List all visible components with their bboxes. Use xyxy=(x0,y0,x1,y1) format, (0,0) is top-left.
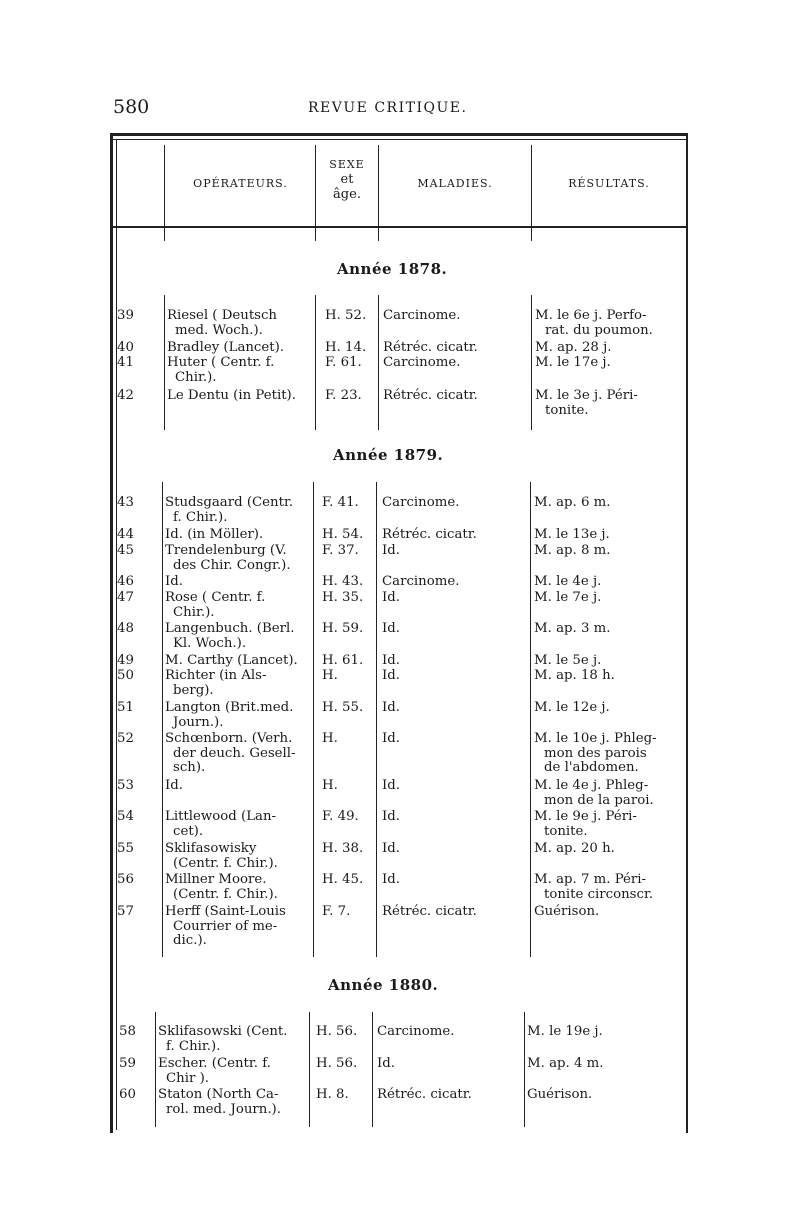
col-sep-1879-1 xyxy=(162,482,163,957)
cell-maladie: Id. xyxy=(382,543,400,558)
cell-resultat-line: M. ap. 18 h. xyxy=(534,668,615,683)
cell-resultat-line: mon de la paroi. xyxy=(544,792,654,808)
cell-resultat-line: M. ap. 6 m. xyxy=(534,495,611,510)
cell-operateur-line: Id. (in Möller). xyxy=(165,527,264,542)
cell-resultat-line: M. ap. 3 m. xyxy=(534,621,611,636)
cell-resultat-line: tonite circonscr. xyxy=(544,886,654,902)
cell-resultat-line: M. le 5e j. xyxy=(534,653,602,668)
row-number: 40 xyxy=(117,340,134,355)
cell-resultat-line: M. le 12e j. xyxy=(534,700,610,715)
cell-sexe-age: F. 61. xyxy=(325,355,362,370)
cell-resultat xyxy=(535,389,685,418)
cell-resultat-line: M. ap. 8 m. xyxy=(534,543,611,558)
cell-operateur-line: Bradley (Lancet). xyxy=(167,340,285,355)
cell-operateur xyxy=(165,905,311,949)
col-sep-1878-1 xyxy=(164,295,165,430)
cell-resultat xyxy=(535,356,685,371)
cell-maladie: Rétréc. cicatr. xyxy=(377,1087,472,1102)
cell-resultat xyxy=(534,496,684,511)
cell-operateur xyxy=(158,1057,304,1086)
cell-resultat-line: M. ap. 28 j. xyxy=(535,340,612,355)
cell-resultat-line: M. ap. 7 m. Péri- xyxy=(534,872,647,887)
cell-operateur xyxy=(158,1088,304,1117)
cell-operateur xyxy=(165,622,311,651)
cell-resultat-line: tonite. xyxy=(545,402,589,418)
header-sexe-line2: et xyxy=(340,172,354,187)
col-sep-header-1 xyxy=(164,145,165,241)
cell-resultat xyxy=(534,779,684,808)
cell-operateur-line: Schœnborn. (Verh. xyxy=(165,731,293,746)
cell-resultat xyxy=(534,528,684,543)
cell-resultat-line: M. le 9e j. Péri- xyxy=(534,809,637,824)
cell-resultat xyxy=(534,591,684,606)
cell-maladie: Id. xyxy=(382,841,400,856)
table-left-border xyxy=(110,133,113,1133)
cell-operateur-line: Littlewood (Lan- xyxy=(165,809,277,824)
row-number: 42 xyxy=(117,388,134,403)
year-heading-1879: Année 1879. xyxy=(333,446,444,464)
cell-resultat-line: rat. du poumon. xyxy=(545,322,653,338)
cell-operateur-line: f. Chir.). xyxy=(166,1038,221,1054)
cell-operateur-line: cet). xyxy=(173,823,204,839)
cell-maladie: Rétréc. cicatr. xyxy=(382,904,477,919)
cell-operateur xyxy=(165,732,311,776)
cell-operateur xyxy=(165,575,311,590)
cell-resultat xyxy=(534,905,684,920)
cell-maladie: Id. xyxy=(377,1056,395,1071)
header-operateurs: OPÉRATEURS. xyxy=(193,177,288,190)
cell-resultat xyxy=(534,732,684,776)
cell-sexe-age: H. xyxy=(322,731,338,746)
cell-resultat xyxy=(534,842,684,857)
cell-sexe-age: H. 8. xyxy=(316,1087,349,1102)
col-sep-1880-2 xyxy=(309,1012,310,1127)
row-number: 53 xyxy=(117,778,134,793)
cell-operateur-line: Staton (North Ca- xyxy=(158,1087,279,1102)
cell-resultat-line: Guérison. xyxy=(527,1087,593,1102)
cell-sexe-age: H. 54. xyxy=(322,527,364,542)
cell-resultat-line: M. ap. 4 m. xyxy=(527,1056,604,1071)
cell-operateur-line: Studsgaard (Centr. xyxy=(165,495,294,510)
cell-operateur-line: Trendelenburg (V. xyxy=(165,543,287,558)
header-sexe-line3: âge. xyxy=(333,187,361,202)
cell-operateur xyxy=(165,591,311,620)
cell-resultat-line: M. ap. 20 h. xyxy=(534,841,615,856)
cell-resultat xyxy=(534,544,684,559)
cell-operateur xyxy=(165,842,311,871)
cell-operateur xyxy=(165,810,311,839)
cell-sexe-age: F. 7. xyxy=(322,904,351,919)
year-heading-1880: Année 1880. xyxy=(328,976,439,994)
cell-resultat-line: Guérison. xyxy=(534,904,600,919)
cell-operateur-line: Escher. (Centr. f. xyxy=(158,1056,271,1071)
running-head: REVUE CRITIQUE. xyxy=(308,100,468,116)
col-sep-1878-2 xyxy=(315,295,316,430)
cell-operateur-line: rol. med. Journ.). xyxy=(166,1101,281,1117)
cell-operateur-line: Langenbuch. (Berl. xyxy=(165,621,295,636)
cell-maladie: Id. xyxy=(382,731,400,746)
cell-resultat-line: M. le 10e j. Phleg- xyxy=(534,731,657,746)
cell-operateur xyxy=(165,654,311,669)
cell-maladie: Id. xyxy=(382,668,400,683)
cell-sexe-age: H. 43. xyxy=(322,574,364,589)
cell-resultat xyxy=(535,309,685,338)
cell-operateur xyxy=(165,779,311,794)
table-top-rule-thin xyxy=(110,139,688,140)
cell-maladie: Carcinome. xyxy=(383,308,461,323)
cell-resultat-line: M. le 7e j. xyxy=(534,590,602,605)
row-number: 44 xyxy=(117,527,134,542)
cell-operateur-line: dic.). xyxy=(173,933,207,948)
cell-maladie: Rétréc. cicatr. xyxy=(382,527,477,542)
row-number: 54 xyxy=(117,809,134,824)
row-number: 58 xyxy=(119,1024,136,1039)
cell-operateur xyxy=(165,544,311,573)
cell-operateur-line: Herff (Saint-Louis xyxy=(165,904,286,919)
cell-operateur-line: Richter (in Als- xyxy=(165,668,267,683)
cell-sexe-age: H. 38. xyxy=(322,841,364,856)
cell-operateur-line: der deuch. Gesell- xyxy=(173,745,296,761)
cell-resultat-line: de l'abdomen. xyxy=(544,760,639,775)
cell-operateur xyxy=(165,873,311,902)
col-sep-1880-1 xyxy=(155,1012,156,1127)
header-bottom-rule xyxy=(112,226,686,228)
row-number: 41 xyxy=(117,355,134,370)
col-sep-header-4 xyxy=(531,145,532,241)
cell-operateur-line: (Centr. f. Chir.). xyxy=(173,855,278,871)
cell-resultat-line: mon des parois xyxy=(544,745,647,761)
cell-resultat xyxy=(534,810,684,839)
cell-sexe-age: H. 61. xyxy=(322,653,364,668)
table-top-rule xyxy=(110,133,688,136)
cell-operateur-line: Huter ( Centr. f. xyxy=(167,355,275,370)
cell-operateur-line: Millner Moore. xyxy=(165,872,267,887)
cell-operateur-line: Courrier of me- xyxy=(173,918,278,934)
cell-sexe-age: H. 52. xyxy=(325,308,367,323)
page-number: 580 xyxy=(113,96,150,118)
row-number: 57 xyxy=(117,904,134,919)
cell-maladie: Carcinome. xyxy=(382,495,460,510)
cell-resultat xyxy=(534,575,684,590)
cell-operateur xyxy=(165,701,311,730)
year-heading-1878: Année 1878. xyxy=(337,260,448,278)
row-number: 60 xyxy=(119,1087,136,1102)
cell-operateur-line: Chir.). xyxy=(175,369,217,385)
cell-operateur xyxy=(165,669,311,698)
cell-resultat xyxy=(534,669,684,684)
col-sep-1879-2 xyxy=(313,482,314,957)
cell-maladie: Id. xyxy=(382,872,400,887)
col-sep-header-3 xyxy=(378,145,379,241)
cell-resultat xyxy=(527,1088,677,1103)
col-sep-1880-3 xyxy=(372,1012,373,1127)
cell-resultat-line: M. le 4e j. xyxy=(534,574,602,589)
row-number: 51 xyxy=(117,700,134,715)
cell-operateur xyxy=(165,496,311,525)
row-number: 48 xyxy=(117,621,134,636)
cell-operateur-line: sch). xyxy=(173,760,206,775)
cell-operateur-line: M. Carthy (Lancet). xyxy=(165,653,298,668)
cell-operateur xyxy=(167,389,313,404)
cell-operateur-line: Id. xyxy=(165,574,183,589)
cell-resultat-line: M. le 4e j. Phleg- xyxy=(534,778,649,793)
cell-sexe-age: F. 41. xyxy=(322,495,359,510)
row-number: 46 xyxy=(117,574,134,589)
cell-operateur-line: des Chir. Congr.). xyxy=(173,557,291,573)
cell-operateur-line: (Centr. f. Chir.). xyxy=(173,886,278,902)
cell-sexe-age: F. 23. xyxy=(325,388,362,403)
cell-maladie: Id. xyxy=(382,700,400,715)
cell-maladie: Id. xyxy=(382,778,400,793)
cell-resultat xyxy=(535,341,685,356)
cell-operateur-line: Le Dentu (in Petit). xyxy=(167,388,296,403)
cell-sexe-age: H. 56. xyxy=(316,1024,358,1039)
cell-maladie: Carcinome. xyxy=(382,574,460,589)
cell-operateur-line: f. Chir.). xyxy=(173,509,228,525)
cell-maladie: Id. xyxy=(382,809,400,824)
cell-operateur-line: Chir ). xyxy=(166,1070,209,1086)
cell-operateur-line: berg). xyxy=(173,682,214,698)
row-number: 45 xyxy=(117,543,134,558)
col-sep-1879-3 xyxy=(376,482,377,957)
cell-resultat-line: M. le 19e j. xyxy=(527,1024,603,1039)
cell-sexe-age: H. 56. xyxy=(316,1056,358,1071)
cell-resultat xyxy=(527,1057,677,1072)
cell-sexe-age: H. 35. xyxy=(322,590,364,605)
cell-operateur-line: Journ.). xyxy=(173,714,224,730)
cell-resultat xyxy=(534,873,684,902)
cell-operateur-line: med. Woch.). xyxy=(175,322,263,338)
cell-operateur-line: Sklifasowski (Cent. xyxy=(158,1024,288,1039)
row-number: 47 xyxy=(117,590,134,605)
header-resultats: RÉSULTATS. xyxy=(568,177,650,190)
row-number: 43 xyxy=(117,495,134,510)
cell-resultat-line: M. le 6e j. Perfo- xyxy=(535,308,647,323)
cell-sexe-age: F. 37. xyxy=(322,543,359,558)
cell-operateur xyxy=(158,1025,304,1054)
cell-operateur-line: Langton (Brit.med. xyxy=(165,700,294,715)
cell-sexe-age: H. 14. xyxy=(325,340,367,355)
col-sep-1880-4 xyxy=(524,1012,525,1127)
cell-maladie: Id. xyxy=(382,653,400,668)
cell-operateur-line: Kl. Woch.). xyxy=(173,635,247,651)
row-number: 49 xyxy=(117,653,134,668)
cell-resultat xyxy=(534,654,684,669)
row-number: 52 xyxy=(117,731,134,746)
cell-sexe-age: H. 45. xyxy=(322,872,364,887)
cell-resultat-line: M. le 17e j. xyxy=(535,355,611,370)
col-sep-1878-3 xyxy=(378,295,379,430)
cell-operateur xyxy=(165,528,311,543)
cell-sexe-age: H. xyxy=(322,668,338,683)
cell-resultat xyxy=(527,1025,677,1040)
cell-resultat-line: M. le 3e j. Péri- xyxy=(535,388,638,403)
cell-resultat xyxy=(534,701,684,716)
cell-maladie: Rétréc. cicatr. xyxy=(383,388,478,403)
row-number: 56 xyxy=(117,872,134,887)
header-maladies: MALADIES. xyxy=(417,177,493,190)
col-sep-1878-4 xyxy=(531,295,532,430)
header-sexe-line1: SEXE xyxy=(329,158,365,171)
cell-sexe-age: F. 49. xyxy=(322,809,359,824)
cell-operateur xyxy=(167,341,313,356)
cell-maladie: Rétréc. cicatr. xyxy=(383,340,478,355)
cell-maladie: Id. xyxy=(382,621,400,636)
cell-operateur-line: Id. xyxy=(165,778,183,793)
cell-sexe-age: H. xyxy=(322,778,338,793)
cell-maladie: Carcinome. xyxy=(377,1024,455,1039)
row-number: 39 xyxy=(117,308,134,323)
header-sexe xyxy=(318,157,376,202)
cell-operateur-line: Sklifasowisky xyxy=(165,841,257,856)
table-right-border xyxy=(686,133,688,1133)
col-sep-header-2 xyxy=(315,145,316,241)
cell-resultat-line: M. le 13e j. xyxy=(534,527,610,542)
col-sep-1879-4 xyxy=(530,482,531,957)
cell-operateur xyxy=(167,309,313,338)
row-number: 55 xyxy=(117,841,134,856)
cell-resultat xyxy=(534,622,684,637)
cell-operateur xyxy=(167,356,313,385)
cell-maladie: Carcinome. xyxy=(383,355,461,370)
cell-sexe-age: H. 55. xyxy=(322,700,364,715)
cell-resultat-line: tonite. xyxy=(544,823,588,839)
cell-operateur-line: Rose ( Centr. f. xyxy=(165,590,266,605)
row-number: 50 xyxy=(117,668,134,683)
row-number: 59 xyxy=(119,1056,136,1071)
cell-sexe-age: H. 59. xyxy=(322,621,364,636)
cell-maladie: Id. xyxy=(382,590,400,605)
cell-operateur-line: Riesel ( Deutsch xyxy=(167,308,277,323)
cell-operateur-line: Chir.). xyxy=(173,604,215,620)
